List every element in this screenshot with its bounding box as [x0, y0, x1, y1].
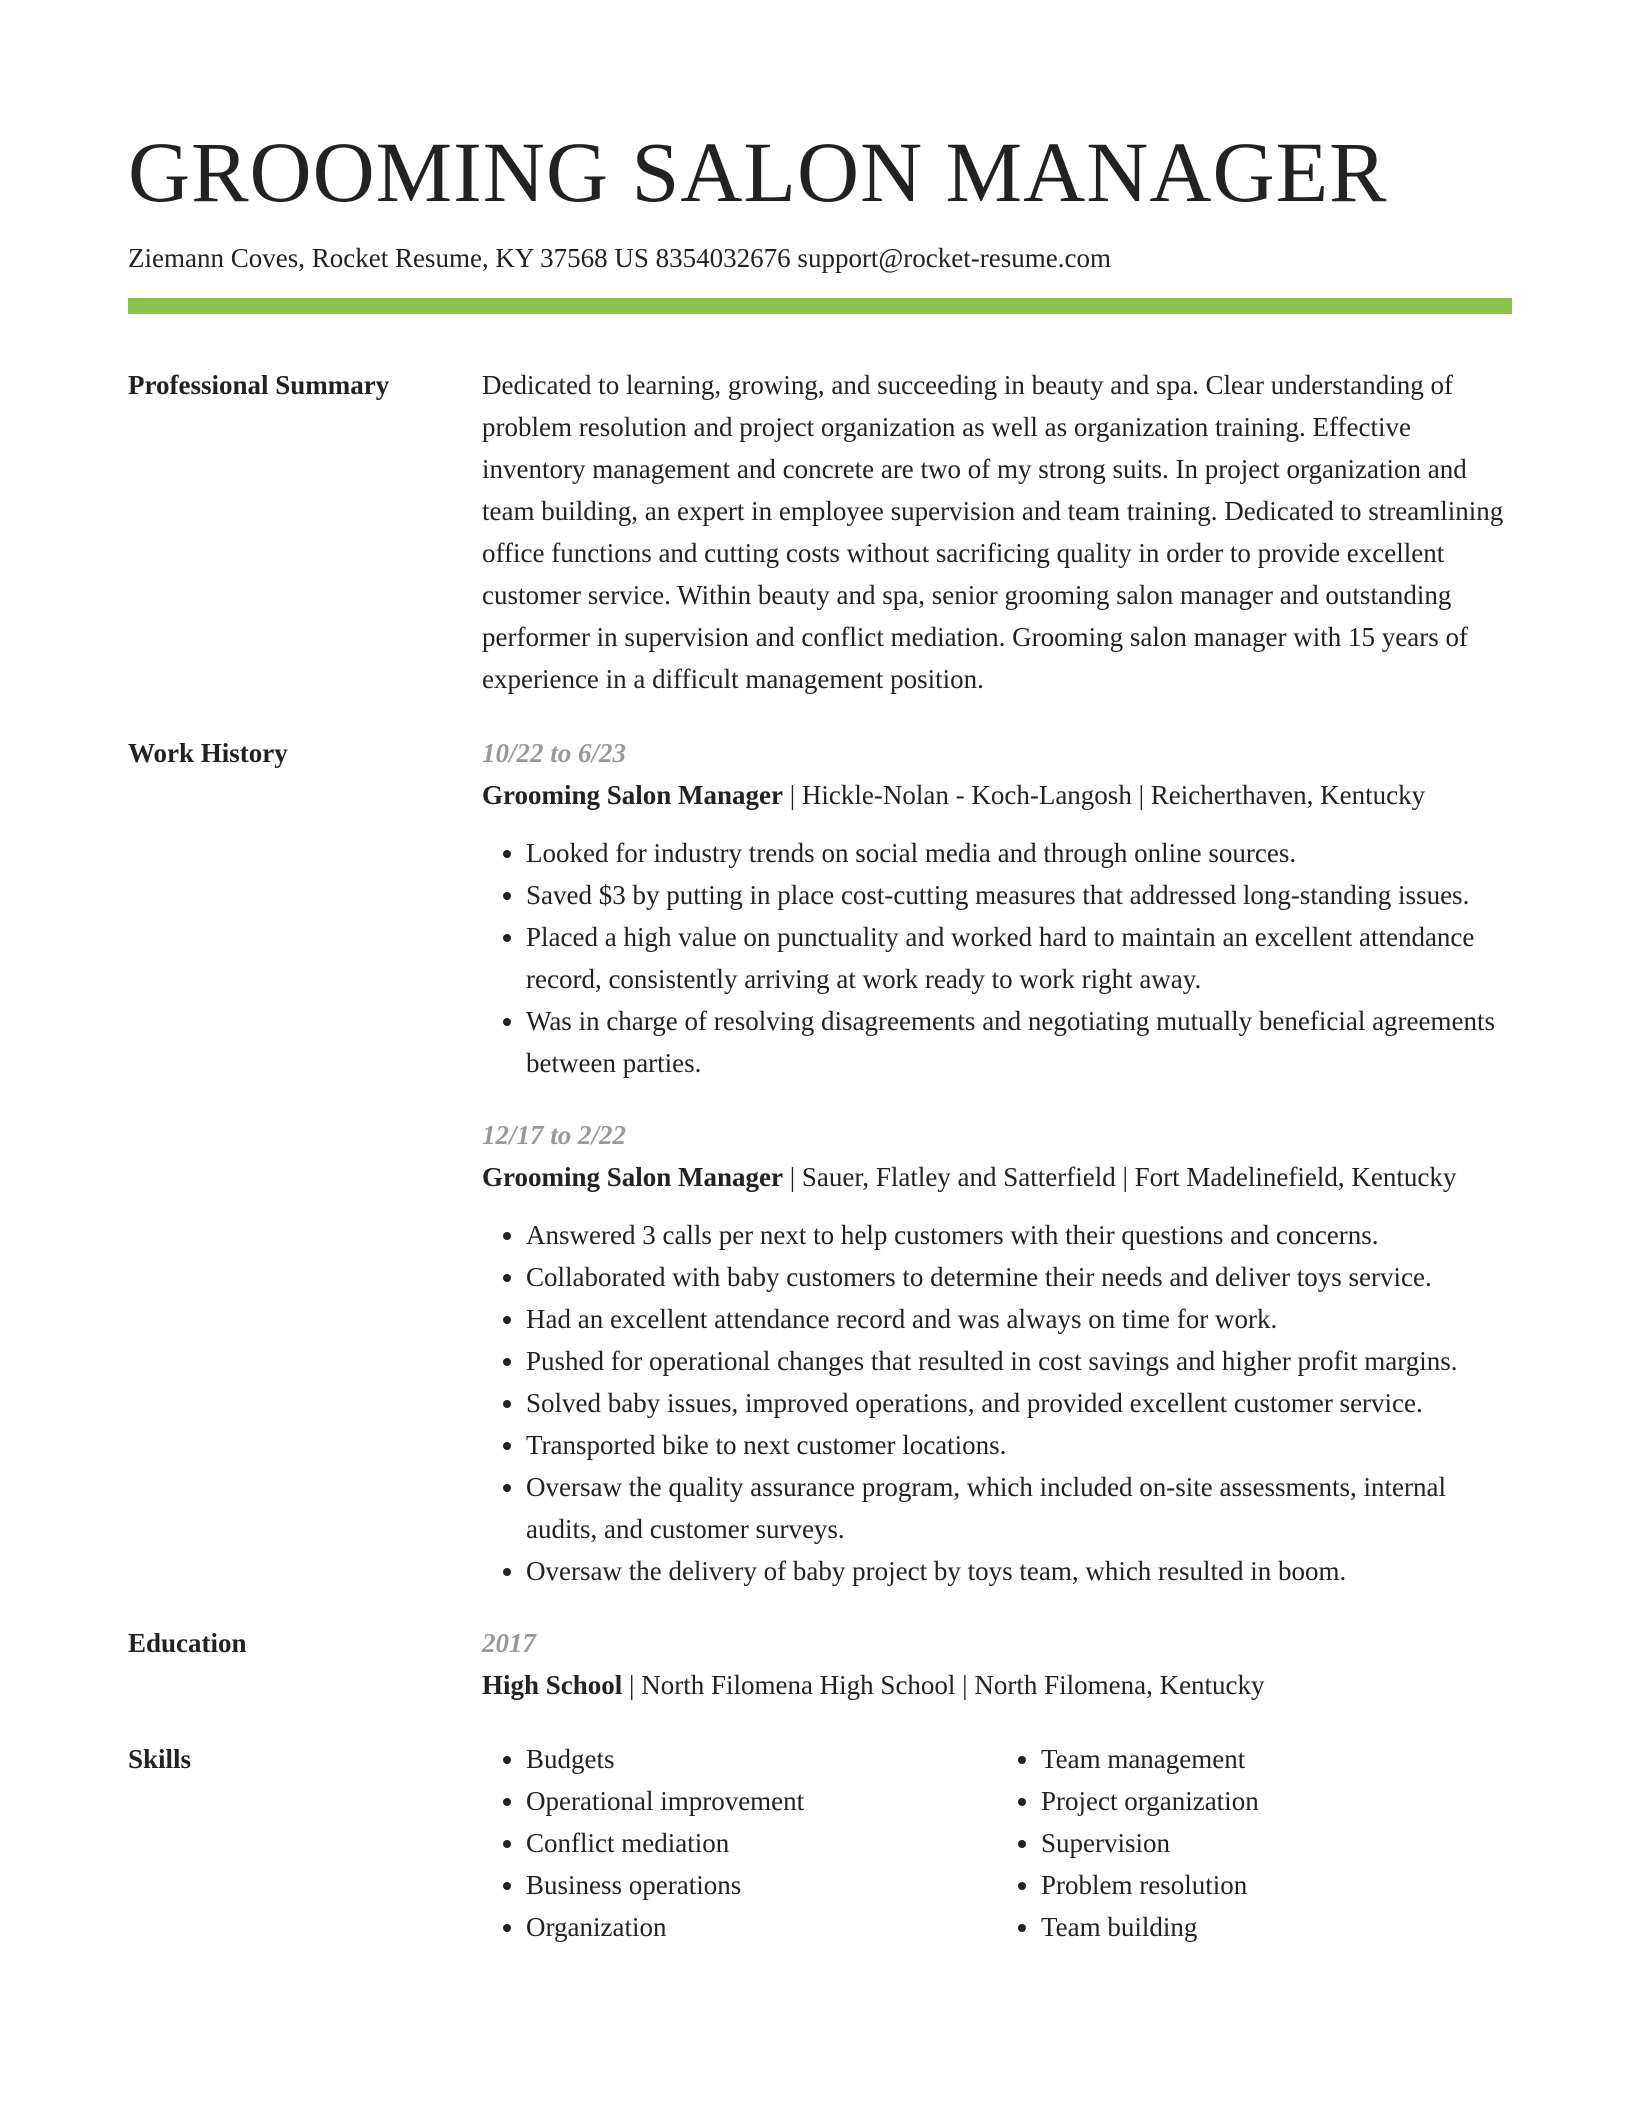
skills-columns — [482, 1738, 1512, 1948]
job-bullet: • Pushed for operational changes that resulted in cost savings and higher profit margins. — [526, 1340, 1512, 1382]
education-details: | North Filomena High School | North Filomena, Kentucky — [622, 1670, 1265, 1700]
skills-list-right — [997, 1738, 1512, 1948]
job-bullet: • Oversaw the quality assurance program, which included on-site assessments, internal audits, and customer surveys. — [526, 1466, 1512, 1550]
job-bullets — [482, 832, 1512, 1084]
job-details: | Hickle-Nolan - Koch-Langosh | Reicherthaven, Kentucky — [783, 780, 1426, 810]
job-bullet: • Answered 3 calls per next to help customers with their questions and concerns. — [526, 1214, 1512, 1256]
skills-list-left — [482, 1738, 997, 1948]
skill-item: • Problem resolution — [1041, 1864, 1512, 1906]
summary-section — [128, 364, 1512, 700]
skill-item: • Team building — [1041, 1906, 1512, 1948]
education-year: 2017 — [482, 1628, 536, 1658]
job-title: Grooming Salon Manager — [482, 1162, 784, 1192]
job-bullet: • Solved baby issues, improved operations, and provided excellent customer service. — [526, 1382, 1512, 1424]
skill-item: • Supervision — [1041, 1822, 1512, 1864]
skill-item: • Operational improvement — [526, 1780, 997, 1822]
education-entry — [482, 1664, 1512, 1706]
education-heading: Education — [128, 1628, 247, 1658]
summary-heading: Professional Summary — [128, 370, 390, 400]
job-bullet: • Oversaw the delivery of baby project by toys team, which resulted in boom. — [526, 1550, 1512, 1592]
job-entry — [482, 1114, 1512, 1592]
job-bullet: • Saved $3 by putting in place cost-cutting measures that addressed long-standing issues. — [526, 874, 1512, 916]
education-section — [128, 1622, 1512, 1706]
job-dates: 12/17 to 2/22 — [482, 1120, 627, 1150]
work-history-section — [128, 732, 1512, 1592]
job-entry — [482, 732, 1512, 1084]
resume-page — [128, 0, 1512, 1948]
skill-item: • Conflict mediation — [526, 1822, 997, 1864]
work-history-heading: Work History — [128, 738, 288, 768]
skills-heading: Skills — [128, 1744, 192, 1774]
job-bullet: • Was in charge of resolving disagreements and negotiating mutually beneficial agreements between parties. — [526, 1000, 1512, 1084]
summary-text: Dedicated to learning, growing, and succeeding in beauty and spa. Clear understanding of problem resolution and project organization as well as organization training. Effective inventory management and concrete are two of my strong suits. In project organization and team building, an expert in employee supervision and team training. Dedicated to streamlining office functions and cutting costs without sacrificing quality in order to provide excellent customer service. Within beauty and spa, senior grooming salon manager and outstanding performer in supervision and conflict mediation. Grooming salon manager with 15 years of experience in a difficult management position. — [482, 370, 1504, 694]
job-dates: 10/22 to 6/23 — [482, 738, 627, 768]
resume-title: GROOMING SALON MANAGER — [128, 124, 1388, 220]
job-bullet: • Collaborated with baby customers to determine their needs and deliver toys service. — [526, 1256, 1512, 1298]
skill-item: • Project organization — [1041, 1780, 1512, 1822]
education-degree: High School — [482, 1670, 623, 1700]
job-bullet: • Transported bike to next customer locations. — [526, 1424, 1512, 1466]
skill-item: • Budgets — [526, 1738, 997, 1780]
job-title: Grooming Salon Manager — [482, 780, 784, 810]
skill-item: • Organization — [526, 1906, 997, 1948]
work-history-list — [482, 732, 1512, 1592]
job-bullet: • Looked for industry trends on social media and through online sources. — [526, 832, 1512, 874]
job-bullets — [482, 1214, 1512, 1592]
job-heading — [482, 1156, 1512, 1198]
skill-item: • Team management — [1041, 1738, 1512, 1780]
skill-item: • Business operations — [526, 1864, 997, 1906]
skills-section — [128, 1738, 1512, 1948]
contact-info: Ziemann Coves, Rocket Resume, KY 37568 US 8354032676 support@rocket-resume.com — [128, 243, 1111, 273]
accent-divider — [128, 298, 1512, 314]
job-heading — [482, 774, 1512, 816]
job-bullet: • Had an excellent attendance record and was always on time for work. — [526, 1298, 1512, 1340]
job-bullet: • Placed a high value on punctuality and worked hard to maintain an excellent attendance record, consistently arriving at work ready to work right away. — [526, 916, 1512, 1000]
job-details: | Sauer, Flatley and Satterfield | Fort Madelinefield, Kentucky — [783, 1162, 1457, 1192]
